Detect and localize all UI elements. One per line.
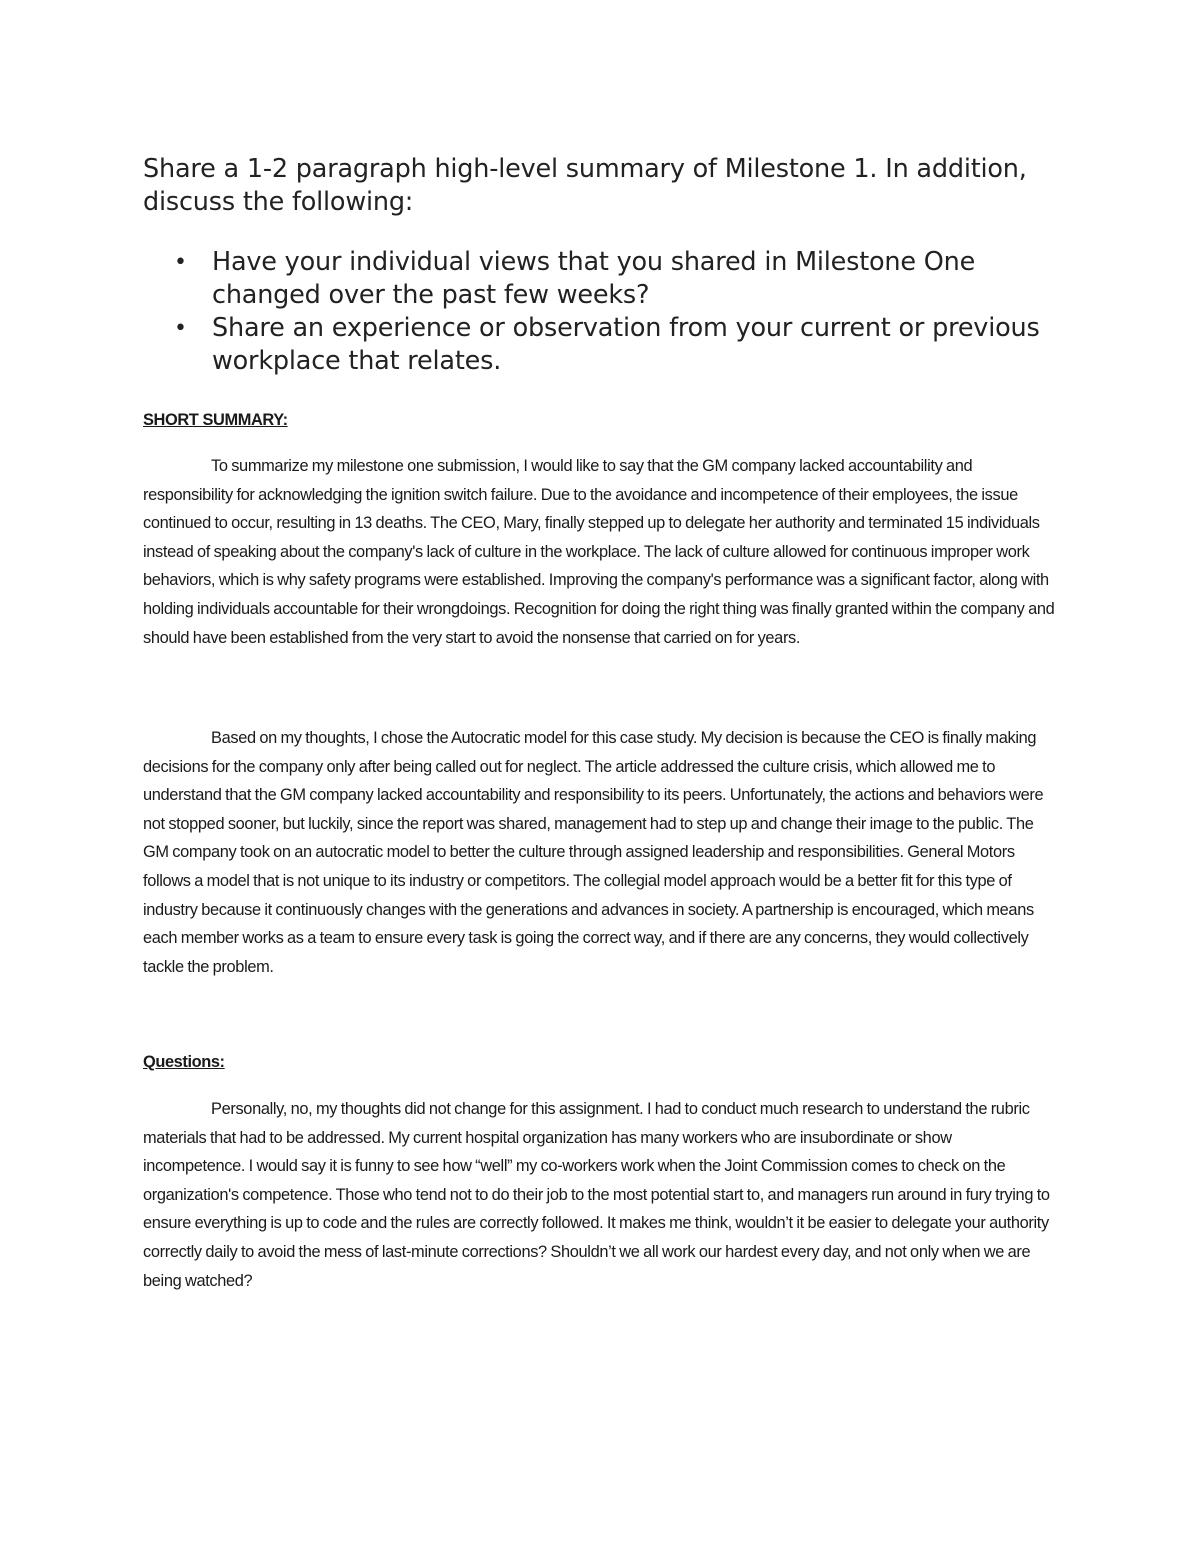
prompt-bullet-item [143,312,1063,378]
questions-section [143,1095,1055,1295]
short-summary-heading: SHORT SUMMARY: [143,411,288,429]
prompt-bullet-text: Have your individual views that you shared in Milestone One changed over the past few weeks? [212,247,976,310]
summary-paragraph: To summarize my milestone one submission, I would like to say that the GM company lacked accountability and responsibility for acknowledging the ignition switch failure. Due to the avoidance and incompetence of their employees, the issue continued to occur, resulting in 13 deaths. The CEO, Mary, finally stepped up to delegate her authority and terminated 15 individuals instead of speaking about the company's lack of culture in the workplace. The lack of culture allowed for continuous improper work behaviors, which is why safety programs were established. Improving the company's performance was a significant factor, along with holding individuals accountable for their wrongdoings. Recognition for doing the right thing was finally granted within the company and should have been established from the very start to avoid the nonsense that carried on for years. [143,457,1055,647]
prompt-bullet-text: Share an experience or observation from your current or previous workplace that relates. [212,313,1040,376]
assignment-prompt [143,153,1063,378]
bullet-icon: • [174,316,187,341]
prompt-intro: Share a 1-2 paragraph high-level summary of Milestone 1. In addition, discuss the following: [143,154,1027,217]
questions-heading: Questions: [143,1053,225,1071]
bullet-icon: • [174,250,187,275]
summary-paragraph: Based on my thoughts, I chose the Autocratic model for this case study. My decision is because the CEO is finally making decisions for the company only after being called out for neglect. The article addressed the culture crisis, which allowed me to understand that the GM company lacked accountability and responsibility to its peers. Unfortunately, the actions and behaviors were not stopped sooner, but luckily, since the report was shared, management had to step up and change their image to the public. The GM company took on an autocratic model to better the culture through assigned leadership and responsibilities. General Motors follows a model that is not unique to its industry or competitors. The collegial model approach would be a better fit for this type of industry because it continuously changes with the generations and advances in society. A partnership is encouraged, which means each member works as a team to ensure every task is going the correct way, and if there are any concerns, they would collectively tackle the problem. [143,729,1044,976]
short-summary-section [143,452,1055,652]
questions-paragraph: Personally, no, my thoughts did not change for this assignment. I had to conduct much research to understand the rubric materials that had to be addressed. My current hospital organization has many workers who are insubordinate or show incompetence. I would say it is funny to see how “well” my co-workers work when the Joint Commission comes to check on the organization's competence. Those who tend not to do their job to the most potential start to, and managers run around in fury trying to ensure everything is up to code and the rules are correctly followed. It makes me think, wouldn’t it be easier to delegate your authority correctly daily to avoid the mess of last-minute corrections? Shouldn’t we all work our hardest every day, and not only when we are being watched? [143,1100,1050,1290]
model-section [143,724,1055,981]
prompt-bullet-list [143,246,1063,378]
prompt-bullet-item [143,246,1063,312]
